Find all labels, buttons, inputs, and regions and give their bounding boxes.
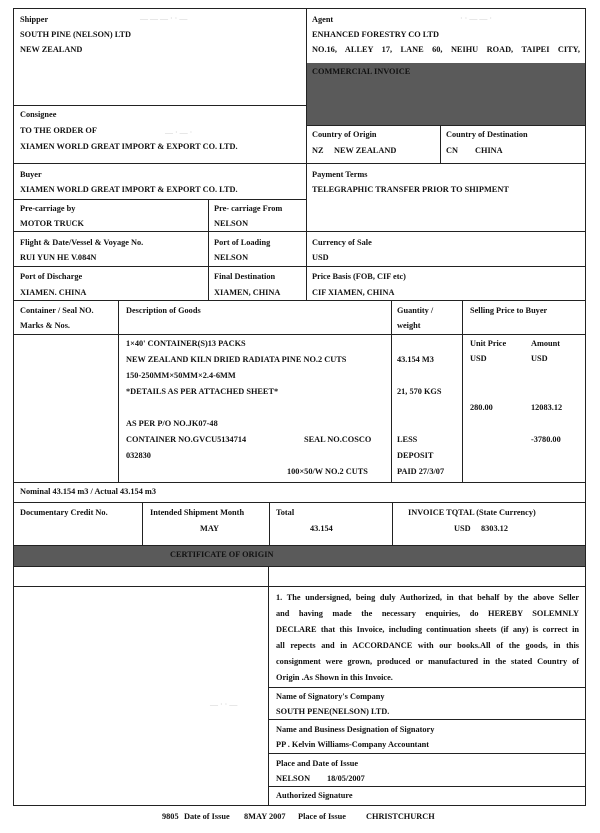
issue-place: NELSON (276, 774, 311, 783)
less-label: LESS (397, 435, 418, 444)
paid-date: PAID 27/3/07 (397, 467, 445, 476)
invoice-total-label: INVOICE TQTAL (State Currency) (408, 508, 536, 517)
seal-label: SEAL NO.COSCO (304, 435, 372, 444)
amount-value: 12083.12 (531, 403, 563, 412)
signatory-name-value: PP . Kelvin Williams-Company Accountant (276, 740, 429, 749)
payment-label: Payment Terms (312, 170, 368, 179)
goods-line-4: *DETAILS AS PER ATTACHED SHEET* (126, 387, 279, 396)
seal-number: 032830 (126, 451, 151, 460)
deposit-deduction: -3780.00 (531, 435, 561, 444)
agent-label: Agent (312, 15, 334, 24)
discharge-value: XIAMEN. CHINA (20, 288, 87, 297)
header-container: Container / Seal NO. (20, 306, 94, 315)
buyer-name: XIAMEN WORLD GREAT IMPORT & EXPORT CO. LTD. (20, 185, 238, 194)
total-label: Total (276, 508, 295, 517)
final-destination-value: XIAMEN, CHINA (214, 288, 281, 297)
currency-value: USD (312, 253, 329, 262)
declaration-line: DECLARE that this Invoice, including continuation sheets (if any) is correct in (276, 625, 579, 634)
authorized-signature-label: Authorized Signature (276, 791, 353, 800)
consignee-line1: TO THE ORDER OF (20, 126, 97, 135)
footer-number: 9805 (162, 812, 179, 821)
origin-label: Country of Origin (312, 130, 377, 139)
footer-place: CHRISTCHURCH (366, 812, 435, 821)
shipment-month-label: Intended Shipment Month (150, 508, 245, 517)
declaration-line: Origin .As Shown in this Invoice. (276, 673, 393, 682)
po-number: AS PER P/O NO.JK07-48 (126, 419, 218, 428)
origin-name: NEW ZEALAND (334, 146, 397, 155)
documentary-credit-label: Documentary Credit No. (20, 508, 108, 517)
deposit-label: DEPOSIT (397, 451, 434, 460)
footer-place-label: Place of Issue (298, 812, 346, 821)
shipment-month-value: MAY (200, 524, 220, 533)
invoice-total-currency: USD (454, 524, 471, 533)
header-amount-currency: USD (531, 354, 548, 363)
agent-address: NO.16, ALLEY 17, LANE 60, NEIHU ROAD, TAIPEI CITY, (312, 45, 580, 54)
issue-date: 18/05/2007 (327, 774, 365, 783)
destination-code: CN (446, 146, 458, 155)
origin-code: NZ (312, 146, 324, 155)
buyer-label: Buyer (20, 170, 42, 179)
precarriage-value: MOTOR TRUCK (20, 219, 85, 228)
destination-label: Country of Destination (446, 130, 528, 139)
invoice-total-value: 8303.12 (481, 524, 508, 533)
declaration-line: all repects and in ACCORDANCE with our books.All of the goods, in this (276, 641, 579, 650)
shipper-name: SOUTH PINE (NELSON) LTD (20, 30, 132, 39)
precarriage-from-label: Pre- carriage From (214, 204, 283, 213)
header-selling-price: Selling Price to Buyer (470, 306, 548, 315)
agent-name: ENHANCED FORESTRY CO LTD (312, 30, 440, 39)
currency-label: Currency of Sale (312, 238, 372, 247)
declaration-line: and having made the necessary enquiries, do HEREBY SOLEMNLY (276, 609, 579, 618)
header-marks: Marks & Nos. (20, 321, 71, 330)
header-description: Description of Goods (126, 306, 201, 315)
header-unit-currency: USD (470, 354, 487, 363)
goods-size: 100×50/W NO.2 CUTS (287, 467, 368, 476)
footer-date: 8MAY 2007 (244, 812, 286, 821)
goods-line-1: 1×40' CONTAINER(S)13 PACKS (126, 339, 246, 348)
discharge-label: Port of Discharge (20, 272, 83, 281)
goods-line-2: NEW ZEALAND KILN DRIED RADIATA PINE NO.2 CUTS (126, 355, 347, 364)
header-amount: Amount (531, 339, 561, 348)
certificate-title: CERTIFICATE OF ORIGIN (170, 550, 274, 559)
coo-header-shade (13, 545, 585, 566)
shipper-country: NEW ZEALAND (20, 45, 83, 54)
scan-noise: — · · — (210, 700, 238, 709)
document-title: COMMERCIAL INVOICE (312, 67, 411, 76)
quantity-value: 43.154 M3 (397, 355, 434, 364)
header-unit-price: Unit Price (470, 339, 507, 348)
nominal-volume: Nominal 43.154 m3 / Actual 43.154 m3 (20, 487, 156, 496)
header-quantity: Guantity / (397, 306, 434, 315)
destination-name: CHINA (475, 146, 503, 155)
weight-value: 21, 570 KGS (397, 387, 442, 396)
flight-label: Flight & Date/Vessel & Voyage No. (20, 238, 144, 247)
issue-label: Place and Date of Issue (276, 759, 359, 768)
loading-value: NELSON (214, 253, 249, 262)
payment-value: TELEGRAPHIC TRANSFER PRIOR TO SHIPMENT (312, 185, 509, 194)
goods-line-3: 150-250MM×50MM×2.4-6MM (126, 371, 236, 380)
declaration-line: 1. The undersigned, being duly Authorized, in that behalf by the above Seller (276, 593, 579, 602)
declaration-line: consignment were grown, produced or manufactured in the stated Country of (276, 657, 579, 666)
consignee-label: Consignee (20, 110, 57, 119)
loading-label: Port of Loading (214, 238, 271, 247)
flight-value: RUI YUN HE V.084N (20, 253, 97, 262)
price-basis-label: Price Basis (FOB, CIF etc) (312, 272, 406, 281)
footer-date-label: Date of Issue (184, 812, 230, 821)
header-weight: weight (397, 321, 421, 330)
precarriage-from-value: NELSON (214, 219, 249, 228)
unit-price-value: 280.00 (470, 403, 493, 412)
consignee-line2: XIAMEN WORLD GREAT IMPORT & EXPORT CO. LTD. (20, 142, 238, 151)
signatory-name-label: Name and Business Designation of Signatory (276, 725, 435, 734)
scan-noise: — — — · · — (140, 14, 188, 23)
shipper-label: Shipper (20, 15, 49, 24)
scan-noise: · · — — · (460, 14, 492, 23)
signatory-company-value: SOUTH PENE(NELSON) LTD. (276, 707, 390, 716)
total-value: 43.154 (310, 524, 333, 533)
signatory-company-label: Name of Signatory's Company (276, 692, 385, 701)
final-destination-label: Final Destination (214, 272, 276, 281)
scan-noise: — · — · (165, 128, 193, 137)
precarriage-label: Pre-carriage by (20, 204, 76, 213)
container-number: CONTAINER NO.GVCU5134714 (126, 435, 247, 444)
price-basis-value: CIF XIAMEN, CHINA (312, 288, 395, 297)
